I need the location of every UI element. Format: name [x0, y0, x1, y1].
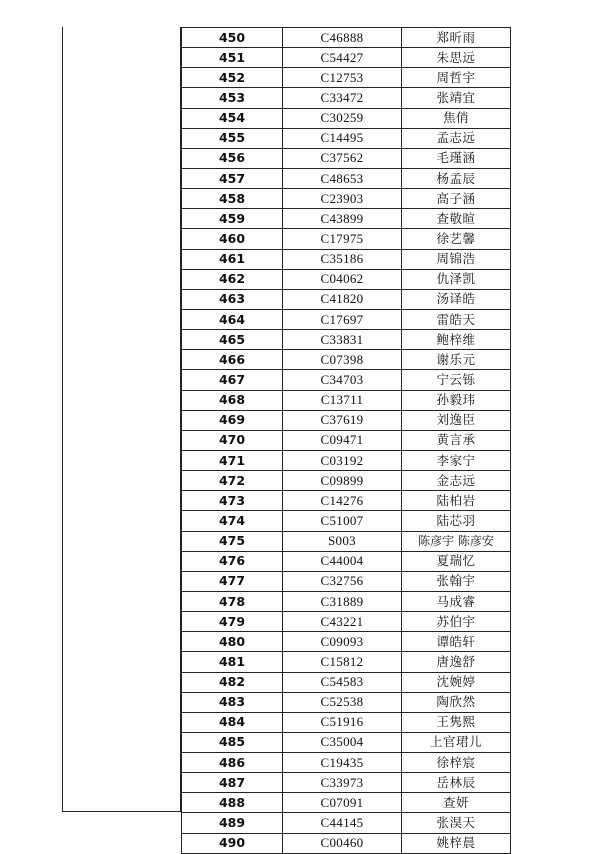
code-cell: C13711	[283, 390, 402, 410]
code-cell: C23903	[283, 189, 402, 209]
name-cell: 仇泽凯	[402, 269, 511, 289]
name-cell: 金志远	[402, 471, 511, 491]
code-cell: C03192	[283, 450, 402, 470]
code-cell: C37562	[283, 148, 402, 168]
code-cell: C30259	[283, 108, 402, 128]
table-row	[182, 773, 511, 793]
row-number-cell: 482	[182, 672, 283, 692]
table-row	[182, 350, 511, 370]
table-row	[182, 68, 511, 88]
table-row	[182, 712, 511, 732]
code-cell: C34703	[283, 370, 402, 390]
table-row	[182, 168, 511, 188]
code-cell: C35004	[283, 732, 402, 752]
table-row	[182, 692, 511, 712]
table-row	[182, 531, 511, 551]
row-number-cell: 457	[182, 168, 283, 188]
row-number-cell: 475	[182, 531, 283, 551]
code-cell: C14276	[283, 491, 402, 511]
roster-table	[181, 27, 511, 854]
row-number-cell: 453	[182, 88, 283, 108]
code-cell: C09093	[283, 632, 402, 652]
code-cell: C54583	[283, 672, 402, 692]
table-row	[182, 330, 511, 350]
name-cell: 谢乐元	[402, 350, 511, 370]
table-row	[182, 410, 511, 430]
table-row	[182, 309, 511, 329]
row-number-cell: 473	[182, 491, 283, 511]
row-number-cell: 474	[182, 511, 283, 531]
row-number-cell: 455	[182, 128, 283, 148]
name-cell: 岳林辰	[402, 773, 511, 793]
row-number-cell: 490	[182, 833, 283, 853]
table-row	[182, 48, 511, 68]
name-cell: 谭皓轩	[402, 632, 511, 652]
name-cell: 杨孟辰	[402, 168, 511, 188]
row-number-cell: 486	[182, 753, 283, 773]
row-number-cell: 468	[182, 390, 283, 410]
table-row	[182, 229, 511, 249]
row-number-cell: 454	[182, 108, 283, 128]
table-row	[182, 511, 511, 531]
row-number-cell: 476	[182, 551, 283, 571]
name-cell: 张靖宜	[402, 88, 511, 108]
name-cell: 雷皓天	[402, 309, 511, 329]
table-row	[182, 88, 511, 108]
name-cell: 沈婉婷	[402, 672, 511, 692]
code-cell: S003	[283, 531, 402, 551]
row-number-cell: 477	[182, 571, 283, 591]
name-cell: 高子涵	[402, 189, 511, 209]
code-cell: C33472	[283, 88, 402, 108]
roster-table-body	[182, 28, 511, 854]
table-row	[182, 289, 511, 309]
table-row	[182, 753, 511, 773]
table-row	[182, 108, 511, 128]
table-row	[182, 551, 511, 571]
name-cell: 郑昕雨	[402, 28, 511, 48]
table-row	[182, 28, 511, 48]
code-cell: C33973	[283, 773, 402, 793]
code-cell: C48653	[283, 168, 402, 188]
row-number-cell: 480	[182, 632, 283, 652]
name-cell: 黄言承	[402, 430, 511, 450]
name-cell: 焦俏	[402, 108, 511, 128]
table-row	[182, 209, 511, 229]
row-number-cell: 463	[182, 289, 283, 309]
name-cell: 陈彦宇 陈彦安	[402, 531, 511, 551]
table-row	[182, 370, 511, 390]
code-cell: C07091	[283, 793, 402, 813]
row-number-cell: 479	[182, 612, 283, 632]
name-cell: 夏瑞忆	[402, 551, 511, 571]
code-cell: C09899	[283, 471, 402, 491]
code-cell: C14495	[283, 128, 402, 148]
name-cell: 马成睿	[402, 591, 511, 611]
row-number-cell: 461	[182, 249, 283, 269]
row-number-cell: 458	[182, 189, 283, 209]
name-cell: 周锦浩	[402, 249, 511, 269]
name-cell: 汤译皓	[402, 289, 511, 309]
code-cell: C35186	[283, 249, 402, 269]
code-cell: C09471	[283, 430, 402, 450]
table-row	[182, 672, 511, 692]
code-cell: C43221	[283, 612, 402, 632]
row-number-cell: 465	[182, 330, 283, 350]
row-number-cell: 471	[182, 450, 283, 470]
code-cell: C07398	[283, 350, 402, 370]
row-number-cell: 488	[182, 793, 283, 813]
name-cell: 张翰宇	[402, 571, 511, 591]
name-cell: 陆柏岩	[402, 491, 511, 511]
row-number-cell: 472	[182, 471, 283, 491]
name-cell: 查敬暄	[402, 209, 511, 229]
row-number-cell: 462	[182, 269, 283, 289]
row-number-cell: 456	[182, 148, 283, 168]
name-cell: 张淏天	[402, 813, 511, 833]
table-row	[182, 128, 511, 148]
row-number-cell: 459	[182, 209, 283, 229]
row-number-cell: 485	[182, 732, 283, 752]
table-row	[182, 269, 511, 289]
code-cell: C51916	[283, 712, 402, 732]
name-cell: 陆芯羽	[402, 511, 511, 531]
name-cell: 刘逸臣	[402, 410, 511, 430]
row-number-cell: 470	[182, 430, 283, 450]
code-cell: C46888	[283, 28, 402, 48]
code-cell: C17975	[283, 229, 402, 249]
name-cell: 苏伯宇	[402, 612, 511, 632]
table-row	[182, 632, 511, 652]
name-cell: 陶欣然	[402, 692, 511, 712]
code-cell: C44145	[283, 813, 402, 833]
merged-group-cell	[62, 27, 181, 812]
name-cell: 王隽熙	[402, 712, 511, 732]
code-cell: C51007	[283, 511, 402, 531]
code-cell: C37619	[283, 410, 402, 430]
table-row	[182, 833, 511, 853]
table-row	[182, 450, 511, 470]
table-row	[182, 249, 511, 269]
row-number-cell: 487	[182, 773, 283, 793]
row-number-cell: 483	[182, 692, 283, 712]
code-cell: C33831	[283, 330, 402, 350]
table-row	[182, 732, 511, 752]
table-row	[182, 591, 511, 611]
table-row	[182, 471, 511, 491]
code-cell: C54427	[283, 48, 402, 68]
code-cell: C44004	[283, 551, 402, 571]
table-row	[182, 793, 511, 813]
name-cell: 毛瑾涵	[402, 148, 511, 168]
name-cell: 孙毅玮	[402, 390, 511, 410]
code-cell: C04062	[283, 269, 402, 289]
code-cell: C43899	[283, 209, 402, 229]
row-number-cell: 464	[182, 309, 283, 329]
code-cell: C52538	[283, 692, 402, 712]
code-cell: C12753	[283, 68, 402, 88]
table-row	[182, 390, 511, 410]
name-cell: 查妍	[402, 793, 511, 813]
row-number-cell: 466	[182, 350, 283, 370]
code-cell: C32756	[283, 571, 402, 591]
code-cell: C19435	[283, 753, 402, 773]
code-cell: C41820	[283, 289, 402, 309]
table-row	[182, 148, 511, 168]
row-number-cell: 450	[182, 28, 283, 48]
name-cell: 唐逸舒	[402, 652, 511, 672]
row-number-cell: 469	[182, 410, 283, 430]
row-number-cell: 484	[182, 712, 283, 732]
code-cell: C31889	[283, 591, 402, 611]
row-number-cell: 481	[182, 652, 283, 672]
name-cell: 姚梓晨	[402, 833, 511, 853]
table-row	[182, 612, 511, 632]
name-cell: 李家宁	[402, 450, 511, 470]
table-row	[182, 813, 511, 833]
name-cell: 孟志远	[402, 128, 511, 148]
row-number-cell: 451	[182, 48, 283, 68]
name-cell: 上官珺儿	[402, 732, 511, 752]
name-cell: 朱思远	[402, 48, 511, 68]
table-row	[182, 571, 511, 591]
name-cell: 鲍梓维	[402, 330, 511, 350]
code-cell: C15812	[283, 652, 402, 672]
row-number-cell: 467	[182, 370, 283, 390]
table-row	[182, 491, 511, 511]
table-row	[182, 652, 511, 672]
name-cell: 周哲宇	[402, 68, 511, 88]
row-number-cell: 460	[182, 229, 283, 249]
name-cell: 徐梓宸	[402, 753, 511, 773]
row-number-cell: 478	[182, 591, 283, 611]
name-cell: 宁云铄	[402, 370, 511, 390]
table-row	[182, 430, 511, 450]
row-number-cell: 489	[182, 813, 283, 833]
code-cell: C00460	[283, 833, 402, 853]
code-cell: C17697	[283, 309, 402, 329]
row-number-cell: 452	[182, 68, 283, 88]
table-row	[182, 189, 511, 209]
name-cell: 徐艺馨	[402, 229, 511, 249]
